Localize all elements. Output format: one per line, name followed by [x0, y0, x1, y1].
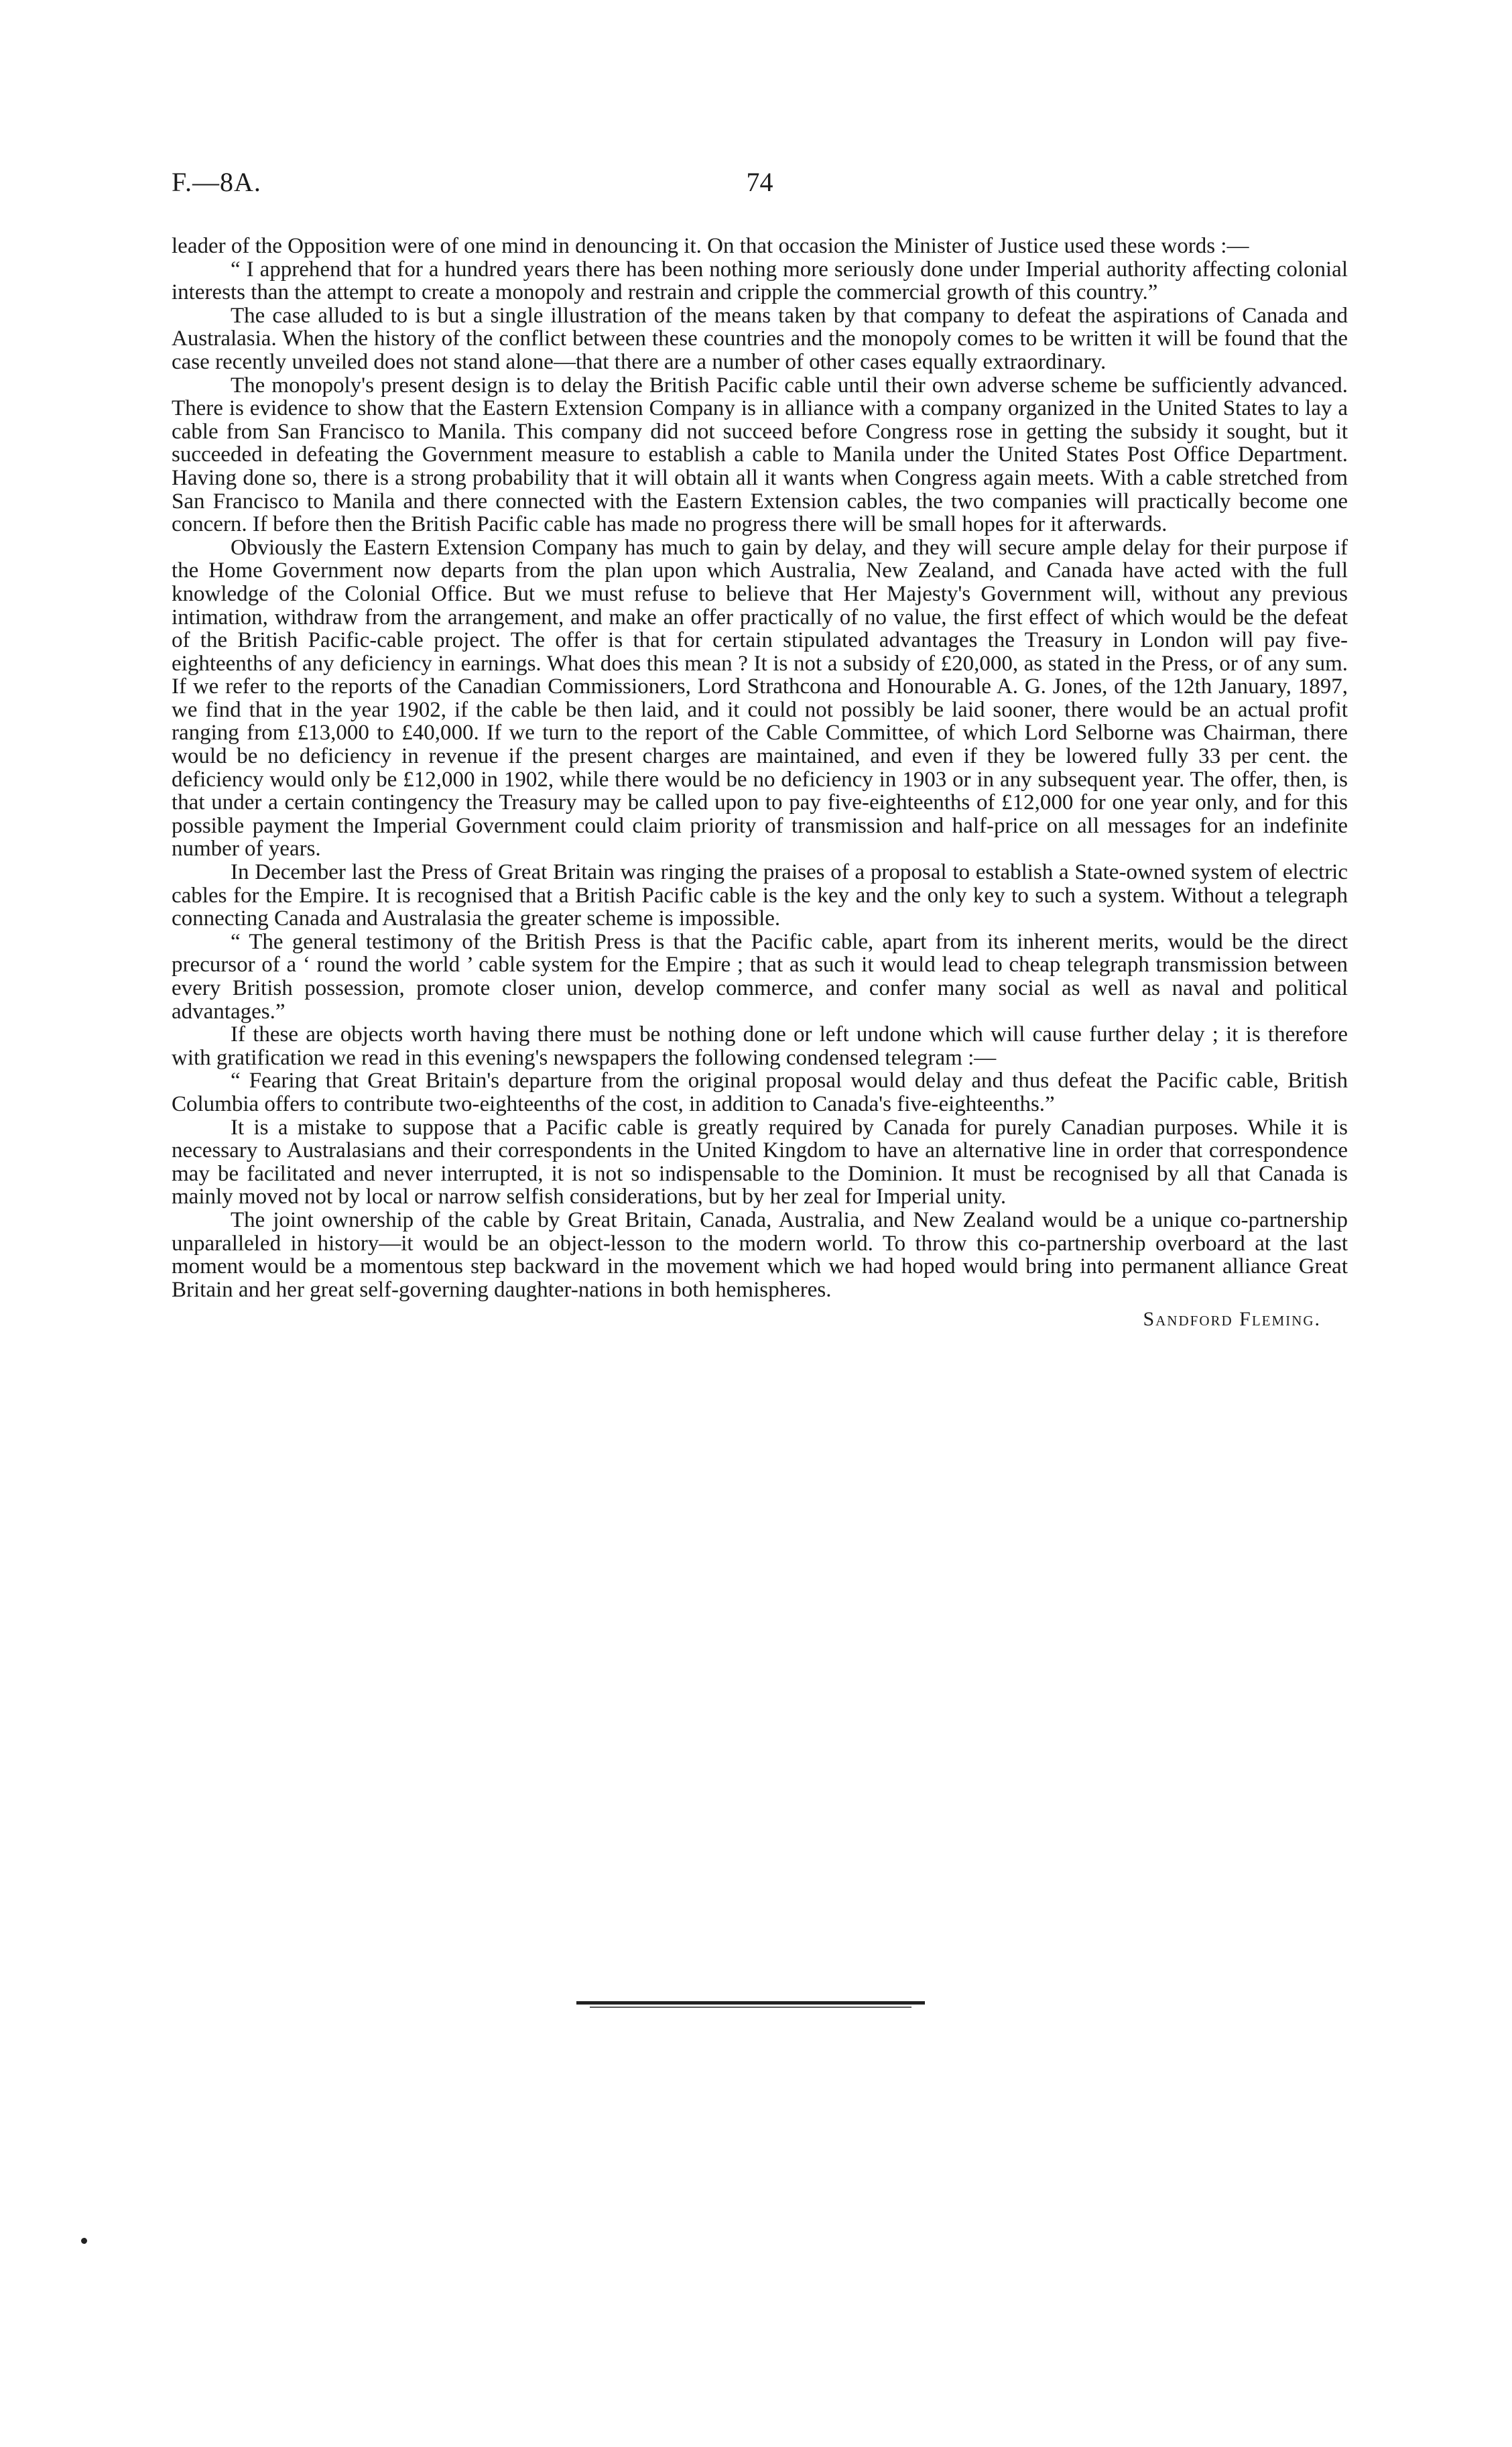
quotation-paragraph: “ Fearing that Great Britain's departure from the original proposal would delay and thus defeat the Pacific cable, British Columbia offers to contribute two-eighteenths of the cost, in addition to Canada's five-eighteenths.”: [172, 1069, 1348, 1116]
paragraph: The case alluded to is but a single illustration of the means taken by that company to defeat the aspirations of Canada and Australasia. When the history of the conflict between these countries and the monopoly comes to be written it will be found that the case recently unveiled does not stand alone—that there are a number of other cases equally extraordinary.: [172, 303, 1348, 374]
page-header: [172, 166, 1348, 206]
paragraph: In December last the Press of Great Britain was ringing the praises of a proposal to establish a State-owned system of electric cables for the Empire. It is recognised that a British Pacific cable is the key and the only key to such a system. Without a telegraph connecting Canada and Australasia the greater scheme is impossible.: [172, 860, 1348, 931]
page-number: 74: [746, 167, 773, 197]
document-reference: F.—8A.: [172, 167, 261, 197]
paragraph: The joint ownership of the cable by Great Britain, Canada, Australia, and New Zealand would be a unique co-partnership unparalleled in history—it would be an object-lesson to the modern world. To throw this co-partnership overboard at the last moment would be a momentous step backward in the movement which we had hoped would bring into permanent alliance Great Britain and her great self-governing daughter-nations in both hemispheres.: [172, 1207, 1348, 1302]
paragraph: Obviously the Eastern Extension Company has much to gain by delay, and they will secure ample delay for their purpose if the Home Government now departs from the plan upon which Australia, New Zealand, and Canada have acted with the full knowledge of the Colonial Office. But we must refuse to believe that Her Majesty's Government will, without any previous intimation, withdraw from the arrangement, and make an offer practically of no value, the first effect of which would be the defeat of the British Pacific-cable project. The offer is that for certain stipulated advantages the Treasury in London will pay five-eighteenths of any deficiency in earnings. What does this mean ? It is not a subsidy of £20,000, as stated in the Press, or of any sum. If we refer to the reports of the Canadian Commissioners, Lord Strathcona and Honourable A. G. Jones, of the 12th January, 1897, we find that in the year 1902, if the cable be then laid, and it could not possibly be laid sooner, there would be an actual profit ranging from £13,000 to £40,000. If we turn to the report of the Cable Committee, of which Lord Selborne was Chairman, there would be no deficiency in revenue if the present charges are maintained, and even if they be lowered fully 33 per cent. the deficiency would only be £12,000 in 1902, while there would be no deficiency in 1903 or in any subsequent year. The offer, then, is that under a certain contingency the Treasury may be called upon to pay five-eighteenths of £12,000 for one year only, and for this possible payment the Imperial Government could claim priority of transmission and half-price on all messages for an indefinite number of years.: [172, 535, 1348, 861]
paragraph: If these are objects worth having there must be nothing done or left undone which will cause further delay ; it is therefore with gratification we read in this evening's newspapers the following condensed telegram :—: [172, 1022, 1348, 1070]
quotation-paragraph: “ The general testimony of the British Press is that the Pacific cable, apart from its inherent merits, would be the direct precursor of a ‘ round the world ’ cable system for the Empire ; that as such it would lead to cheap telegraph transmission between every British possession, promote closer union, develop commerce, and confer many social as well as naval and political advantages.”: [172, 929, 1348, 1024]
signature: Sandford Fleming.: [1143, 1308, 1321, 1331]
paragraph: The monopoly's present design is to delay the British Pacific cable until their own adverse scheme be sufficiently advanced. There is evidence to show that the Eastern Extension Company is in alliance with a company organized in the United States to lay a cable from San Francisco to Manila. This company did not succeed before Congress rose in getting the subsidy it sought, but it succeeded in defeating the Government measure to establish a cable to Manila under the United States Post Office Department. Having done so, there is a strong probability that it will obtain all it wants when Congress again meets. With a cable stretched from San Francisco to Manila and there connected with the Eastern Extension cables, the two companies will practically become one concern. If before then the British Pacific cable has made no progress there will be small hopes for it afterwards.: [172, 373, 1348, 537]
paragraph: It is a mistake to suppose that a Pacific cable is greatly required by Canada for purely Canadian purposes. While it is necessary to Australasians and their correspondents in the United Kingdom to have an alternative line in order that correspondence may be facilitated and never interrupted, it is not so indispensable to the Dominion. It must be recognised by all that Canada is mainly moved not by local or narrow selfish considerations, but by her zeal for Imperial unity.: [172, 1115, 1348, 1209]
end-rule-thin: [590, 2007, 911, 2008]
end-rule-thick: [576, 2001, 925, 2005]
quotation-paragraph: “ I apprehend that for a hundred years there has been nothing more seriously done under Imperial authority affecting colonial interests than the attempt to create a monopoly and restrain and cripple the commercial growth of this country.”: [172, 257, 1348, 305]
paragraph: leader of the Opposition were of one mind in denouncing it. On that occasion the Minister of Justice used these words :—: [172, 234, 1249, 258]
stray-ink-dot: [81, 2238, 87, 2244]
body-text: [172, 235, 1348, 1331]
